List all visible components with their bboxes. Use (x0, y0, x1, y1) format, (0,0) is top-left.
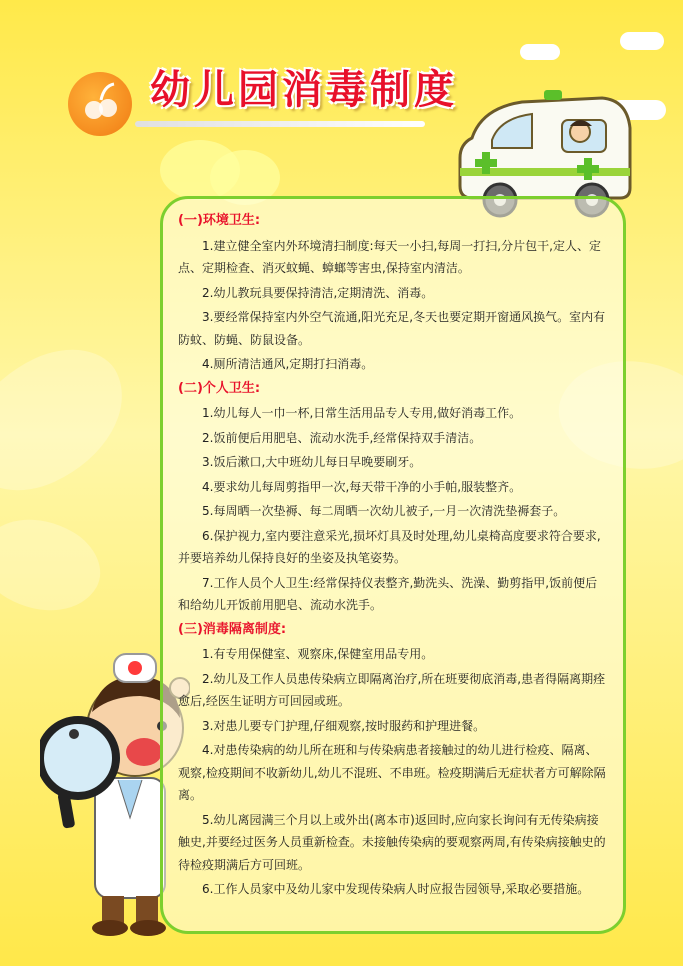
rule-item: 2.幼儿及工作人员患传染病立即隔离治疗,所在班要彻底消毒,患者得隔离期痊愈后,经医生证明方可回园或班。 (178, 671, 606, 708)
fruit-logo-icon (68, 72, 132, 136)
section-heading-environment: (一)环境卫生: (178, 213, 261, 228)
rule-item: 2.幼儿教玩具要保持清洁,定期清洗、消毒。 (202, 285, 434, 300)
rule-item: 7.工作人员个人卫生:经常保持仪表整齐,勤洗头、洗澡、勤剪指甲,饭前便后和给幼儿开饭前用肥皂、流动水洗手。 (178, 575, 598, 612)
rule-item: 3.对患儿要专门护理,仔细观察,按时服药和护理进餐。 (202, 718, 486, 733)
cloud-icon (520, 44, 560, 60)
rules-content (178, 208, 608, 903)
rule-item: 1.有专用保健室、观察床,保健室用品专用。 (202, 647, 434, 661)
rule-item: 5.幼儿离园满三个月以上或外出(离本市)返回时,应向家长询问有无传染病接触史,并要经过医务人员重新检查。未接触传染病的要观察两周,有传染病接触史的待检疫期满后方可回班。 (178, 812, 606, 872)
section-heading-isolation: (三)消毒隔离制度: (178, 621, 287, 637)
rule-item: 5.每周晒一次垫褥、每二周晒一次幼儿被子,一月一次清洗垫褥套子。 (202, 504, 566, 518)
rule-item: 3.饭后漱口,大中班幼儿每日早晚要刷牙。 (202, 455, 422, 469)
rule-item: 1.幼儿每人一巾一杯,日常生活用品专人专用,做好消毒工作。 (202, 406, 522, 420)
rule-item: 6.工作人员家中及幼儿家中发现传染病人时应报告园领导,采取必要措施。 (202, 882, 590, 896)
rule-item: 6.保护视力,室内要注意采光,损坏灯具及时处理,幼儿桌椅高度要求符合要求,并要培养幼儿保持良好的坐姿及执笔姿势。 (178, 528, 601, 565)
rule-item: 4.厕所清洁通风,定期打扫消毒。 (202, 357, 374, 371)
rule-item: 3.要经常保持室内外空气流通,阳光充足,冬天也要定期开窗通风换气。室内有防蚊、防蝇、防鼠设备。 (178, 310, 606, 347)
background-leaf (0, 330, 147, 511)
rule-item: 2.饭前便后用肥皂、流动水洗手,经常保持双手清洁。 (202, 430, 482, 445)
page-title: 幼儿园消毒制度 (150, 67, 458, 113)
rule-item: 4.要求幼儿每周剪指甲一次,每天带干净的小手帕,服装整齐。 (202, 479, 522, 494)
title-underline (135, 121, 425, 127)
section-heading-personal: (二)个人卫生: (178, 380, 261, 396)
rule-item: 4.对患传染病的幼儿所在班和与传染病患者接触过的幼儿进行检疫、隔离、观察,检疫期间不收新幼儿,幼儿不混班、不串班。检疫期满后无症状者方可解除隔离。 (178, 743, 606, 802)
rule-item: 1.建立健全室内外环境清扫制度:每天一小扫,每周一打扫,分片包干,定人、定点、定期检查、消灭蚊蝇、蟑螂等害虫,保持室内清洁。 (178, 238, 601, 275)
cloud-icon (620, 32, 664, 50)
background-leaf (0, 496, 114, 634)
